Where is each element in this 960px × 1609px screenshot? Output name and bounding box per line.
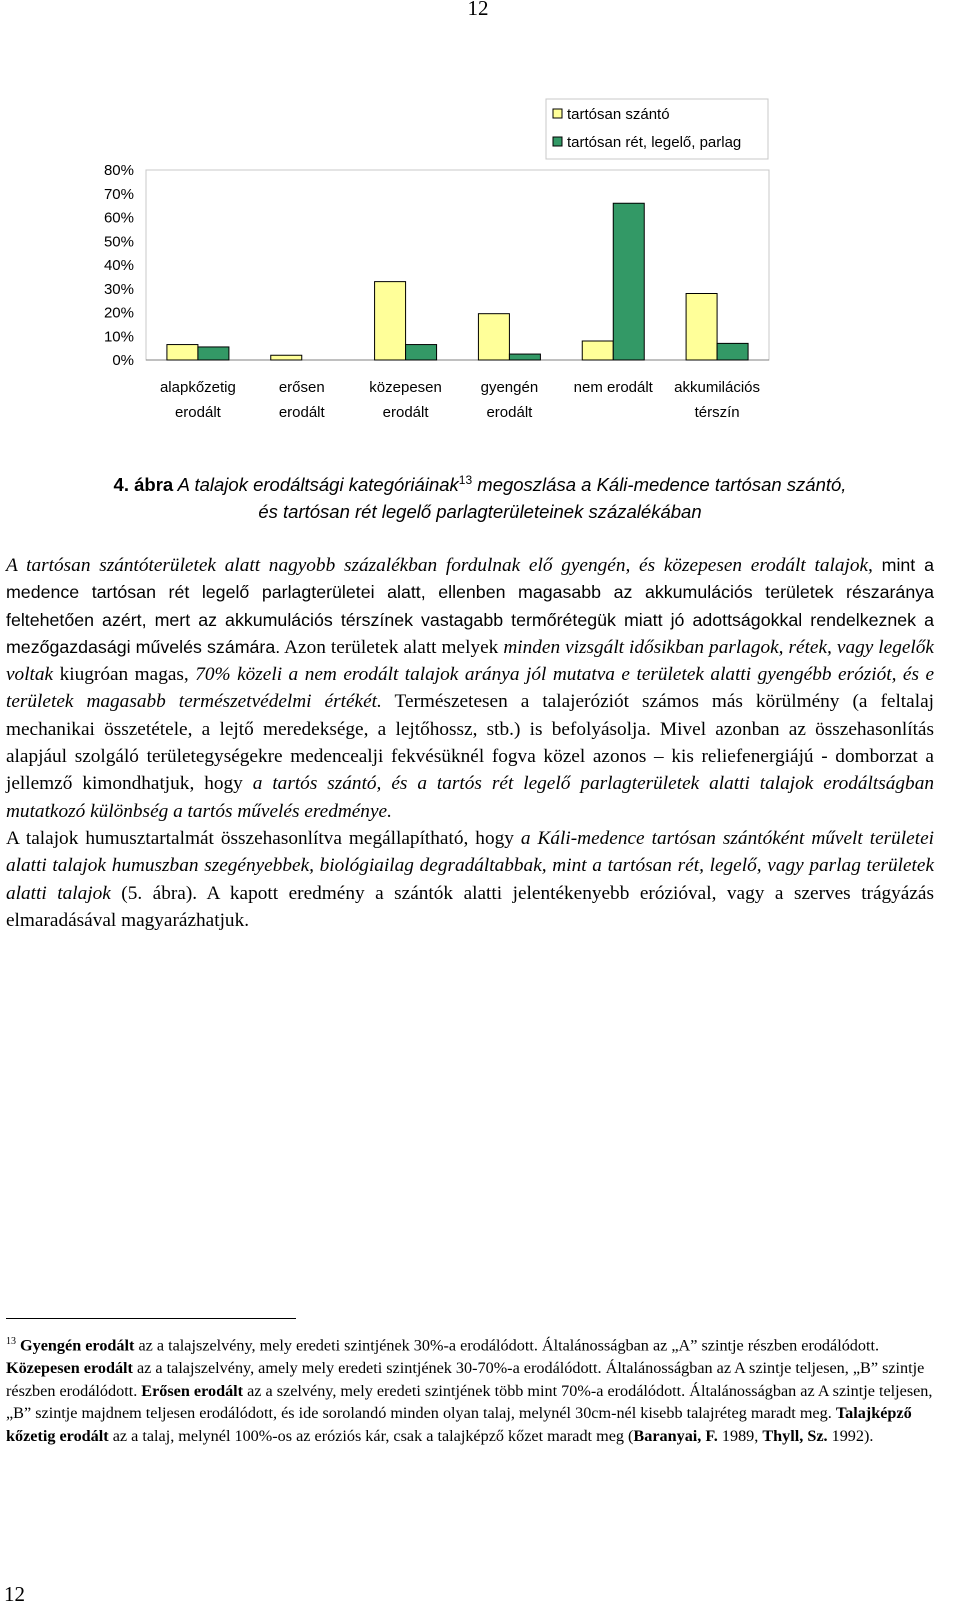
y-tick-label: 20% [103, 304, 134, 322]
fn-text-1: az a talajszelvény, mely eredeti szintjének 30%-a erodálódott. Általánosságban az „A” szintje részben erodálódott. [138, 1336, 880, 1355]
x-tick-label: erodált [486, 404, 533, 421]
page-number-top: 12 [467, 0, 489, 20]
fn-bold-1: Gyengén erodált [20, 1336, 135, 1355]
footnote-13 [6, 1331, 936, 1447]
fn-text-3: az a szelvény, mely eredeti szintjének több mint 70%-a erodálódott. Általánosságban az A szintje teljesen, „B” szintje majdnem teljesen erodálódott, és ide sorolandó minden olyan talaj, melynél 30cm-nél kisebb talajréteg maradt meg. [6, 1381, 933, 1423]
body-text [6, 552, 934, 934]
bar-ret [613, 203, 644, 360]
bar-ret [717, 343, 748, 360]
bar-szanto [375, 282, 406, 360]
x-tick-label: gyengén [480, 379, 539, 396]
p1-italic-4: a tartós szántó, és a tartós rét legelő parlagterületek alatti talajok erodáltságban mutatkozó különbség a tartós művelés eredménye. [6, 773, 934, 822]
bar-szanto [686, 294, 717, 361]
y-tick-label: 70% [103, 185, 134, 203]
y-tick-label: 80% [103, 162, 134, 179]
legend-label-ret: tartósan rét, legelő, parlag [567, 134, 742, 151]
y-tick-label: 10% [103, 328, 134, 346]
bar-szanto [582, 341, 613, 360]
x-tick-label: alapkőzetig [159, 379, 236, 396]
p1-roman-3: Természetesen a talajeróziót számos más körülmény (a feltalaj mechanikai összetétele, a lejtő meredeksége, a lejtőhossz, stb.) is befolyásolja. Mivel azonban az összehasonlítás alapjául szolgáló területegységekre medencealji fekvésüknél fogva közel azonos – kis reliefenergiájú - domborzat a jellemző kimondhatjuk, hogy [6, 691, 934, 795]
x-tick-label: erősen [278, 379, 325, 396]
bar-szanto [271, 355, 302, 360]
caption-number: 4. ábra [113, 474, 174, 496]
fn-bold-3: Erősen erodált [141, 1381, 244, 1400]
p1-italic-2: minden vizsgált idősikban parlagok, rétek, vagy legelők voltak [6, 636, 934, 686]
bar-szanto [478, 314, 509, 360]
y-tick-label: 60% [103, 209, 134, 227]
x-axis-labels [160, 379, 760, 421]
caption-text-1: A talajok erodáltsági kategóriáinak [177, 474, 459, 496]
y-tick-label: 40% [103, 257, 134, 274]
x-tick-label: erodált [278, 404, 325, 421]
p1-roman-2: kiugróan magas, [59, 664, 189, 686]
fn-bold-6: Thyll, Sz. [762, 1426, 828, 1445]
bar-ret [509, 354, 540, 360]
erosion-bar-chart [0, 0, 960, 440]
y-axis-ticks [104, 162, 134, 369]
p2-roman-1: A talajok humusztartalmát összehasonlítva megállapítható, hogy [6, 827, 514, 849]
x-tick-label: erodált [174, 404, 221, 421]
x-tick-label: erodált [382, 404, 429, 421]
fn-text-2: az a talajszelvény, amely mely eredeti szintjének 30-70%-a erodálódott. Általánosságban az A szintje teljesen, „B” szintje részben erodálódott. [6, 1358, 925, 1400]
x-tick-label: közepesen [369, 379, 442, 396]
p2-italic-1: a Káli-medence tartósan szántóként művelt területei alatti talajok humuszban szegényebbek, biológiailag degradáltabbak, mint a tartósan rét, legelő, vagy parlag területek alatti talajok [6, 827, 934, 904]
p2-roman-2: (5. ábra). A kapott eredmény a szántók alatti jelentékenyebb erózióval, vagy a szerves trágyázás elmaradásával magyarázhatjuk. [6, 882, 934, 931]
p1-italic-1: A tartósan szántóterületek alatt nagyobb százalékban fordulnak elő gyengén, és közepesen erodált talajok, [6, 555, 873, 576]
y-tick-label: 50% [103, 233, 134, 251]
caption-line-2: és tartósan rét legelő parlagterületeinek százalékában [258, 501, 702, 523]
p1-roman-1: Azon területek alatt melyek [284, 636, 499, 658]
page-number-bottom: 12 [4, 1582, 25, 1606]
paragraph-2 [6, 825, 934, 934]
bar-ret [198, 347, 229, 360]
bar-szanto [167, 345, 198, 360]
fn-text-4: az a talaj, melynél 100%-os az eróziós kár, csak a talajképző kőzet maradt meg ( [112, 1426, 634, 1445]
y-tick-label: 0% [112, 352, 134, 369]
p1-sans-1: mint a medence tartósan rét legelő parlagterületei alatt, ellenben magasabb az akkumulációs területek részaránya feltehetően azért, mert az akkumulációs térszínek vastagabb termőrétegük miatt jó adottságokkal rendelkeznek a mezőgazdasági művelés számára. [6, 555, 934, 657]
footnote-ref: 13 [6, 1336, 16, 1347]
footnote-separator [6, 1318, 296, 1319]
bar-ret [406, 345, 437, 360]
paragraph-1 [6, 552, 934, 825]
fn-text-5: 1989, [721, 1426, 759, 1445]
y-tick-label: 30% [103, 280, 134, 298]
fn-text-6: 1992). [831, 1426, 874, 1445]
plot-area [146, 170, 769, 360]
legend-swatch-szanto [553, 109, 562, 118]
legend-label-szanto: tartósan szántó [567, 106, 670, 123]
fn-bold-5: Baranyai, F. [633, 1426, 718, 1445]
p1-italic-3: 70% közeli a nem erodált talajok aránya jól mutatva e területek alatti gyengébb eróziót, és e területek magasabb természetvédelmi értékét. [6, 664, 934, 713]
bars [167, 203, 748, 360]
x-tick-label: nem erodált [573, 379, 653, 396]
fn-bold-4: Talajképző kőzetig erodált [6, 1404, 912, 1445]
caption-line-1 [0, 467, 960, 498]
caption-footnote-ref: 13 [458, 473, 473, 487]
x-tick-label: térszín [694, 404, 740, 421]
caption-text-2: megoszlása a Káli-medence tartósan szántó, [477, 474, 847, 496]
figure-caption [0, 467, 960, 525]
legend [546, 99, 768, 159]
legend-swatch-ret [553, 137, 562, 146]
fn-bold-2: Közepesen erodált [6, 1358, 133, 1377]
x-tick-label: akkumilációs [674, 379, 761, 396]
